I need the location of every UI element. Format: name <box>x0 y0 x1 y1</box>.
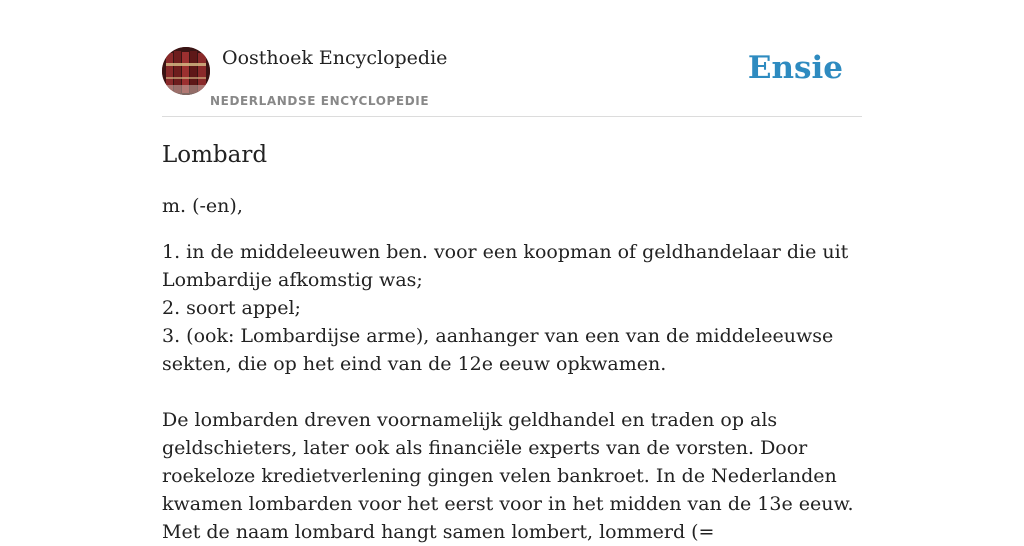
definition-item: 1. in de middeleeuwen ben. voor een koopman of geldhandelaar die uit Lombardije afkomstig was; <box>162 241 849 291</box>
definition-item: 3. (ook: Lombardijse arme), aanhanger van een van de middeleeuwse sekten, die op het eind van de 12e eeuw opkwamen. <box>162 325 834 375</box>
site-subtitle: NEDERLANDSE ENCYCLOPEDIE <box>210 94 430 108</box>
site-title-link[interactable]: Oosthoek Encyclopedie <box>222 47 448 69</box>
article-title: Lombard <box>162 142 268 168</box>
grammar-info: m. (-en), <box>162 195 243 217</box>
site-header <box>162 44 862 117</box>
article <box>162 138 872 546</box>
encyclopedia-books-avatar[interactable] <box>162 47 210 95</box>
definitions-list <box>162 238 872 378</box>
article-body: De lombarden dreven voornamelijk geldhandel en traden op als geldschieters, later ook als financiële experts van de vorsten. Door roekeloze kredietverlening gingen velen bankroet. In de Nederlanden kwamen lombarden voor het eerst voor in het midden van de 13e eeuw. Met de naam lombard hangt samen lombert, lommerd (= <box>162 409 854 543</box>
ensie-logo-link[interactable]: Ensie <box>747 50 843 86</box>
definition-item: 2. soort appel; <box>162 297 301 319</box>
